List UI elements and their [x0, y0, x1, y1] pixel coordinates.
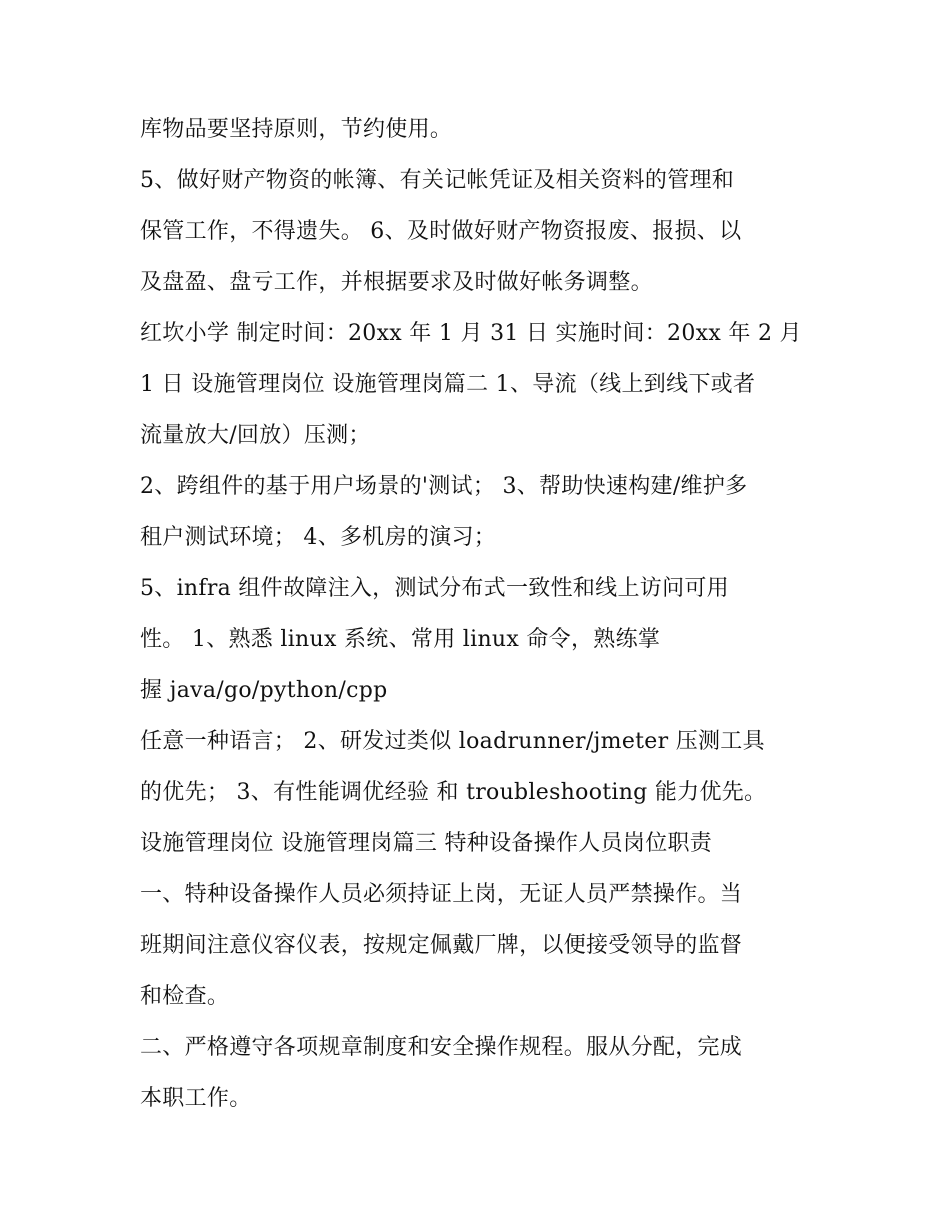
document-body: [140, 104, 820, 1124]
text-line: 租户测试环境； 4、多机房的演习；: [140, 525, 497, 550]
text-line: 红坎小学 制定时间：20xx 年 1 月 31 日 实施时间：20xx 年 2 月: [140, 321, 802, 346]
text-line: 本职工作。: [140, 1086, 252, 1111]
text-line: 1 日 设施管理岗位 设施管理岗篇二 1、导流（线上到线下或者: [140, 372, 756, 397]
text-line: 及盘盈、盘亏工作，并根据要求及时做好帐务调整。: [140, 270, 653, 295]
text-line: 保管工作，不得遗失。 6、及时做好财产物资报废、报损、以: [140, 219, 742, 244]
text-line: 和检查。: [140, 984, 230, 1009]
text-line: 设施管理岗位 设施管理岗篇三 特种设备操作人员岗位职责: [140, 831, 713, 856]
text-line: 5、做好财产物资的帐簿、有关记帐凭证及相关资料的管理和: [140, 168, 735, 193]
text-line: 流量放大/回放）压测；: [140, 423, 371, 448]
text-line: 5、infra 组件故障注入，测试分布式一致性和线上访问可用: [140, 576, 729, 601]
text-line: 班期间注意仪容仪表，按规定佩戴厂牌，以便接受领导的监督: [140, 933, 743, 958]
text-line: 的优先； 3、有性能调优经验 和 troubleshooting 能力优先。: [140, 780, 767, 805]
text-line: 一、特种设备操作人员必须持证上岗，无证人员严禁操作。当: [140, 882, 743, 907]
text-line: 2、跨组件的基于用户场景的'测试； 3、帮助快速构建/维护多: [140, 474, 748, 499]
text-line: 性。 1、熟悉 linux 系统、常用 linux 命令，熟练掌: [140, 627, 661, 652]
text-line: 任意一种语言； 2、研发过类似 loadrunner/jmeter 压测工具: [140, 729, 765, 754]
text-line: 握 java/go/python/cpp: [140, 678, 388, 703]
text-line: 库物品要坚持原则，节约使用。: [140, 117, 453, 142]
text-line: 二、严格遵守各项规章制度和安全操作规程。服从分配，完成: [140, 1035, 743, 1060]
